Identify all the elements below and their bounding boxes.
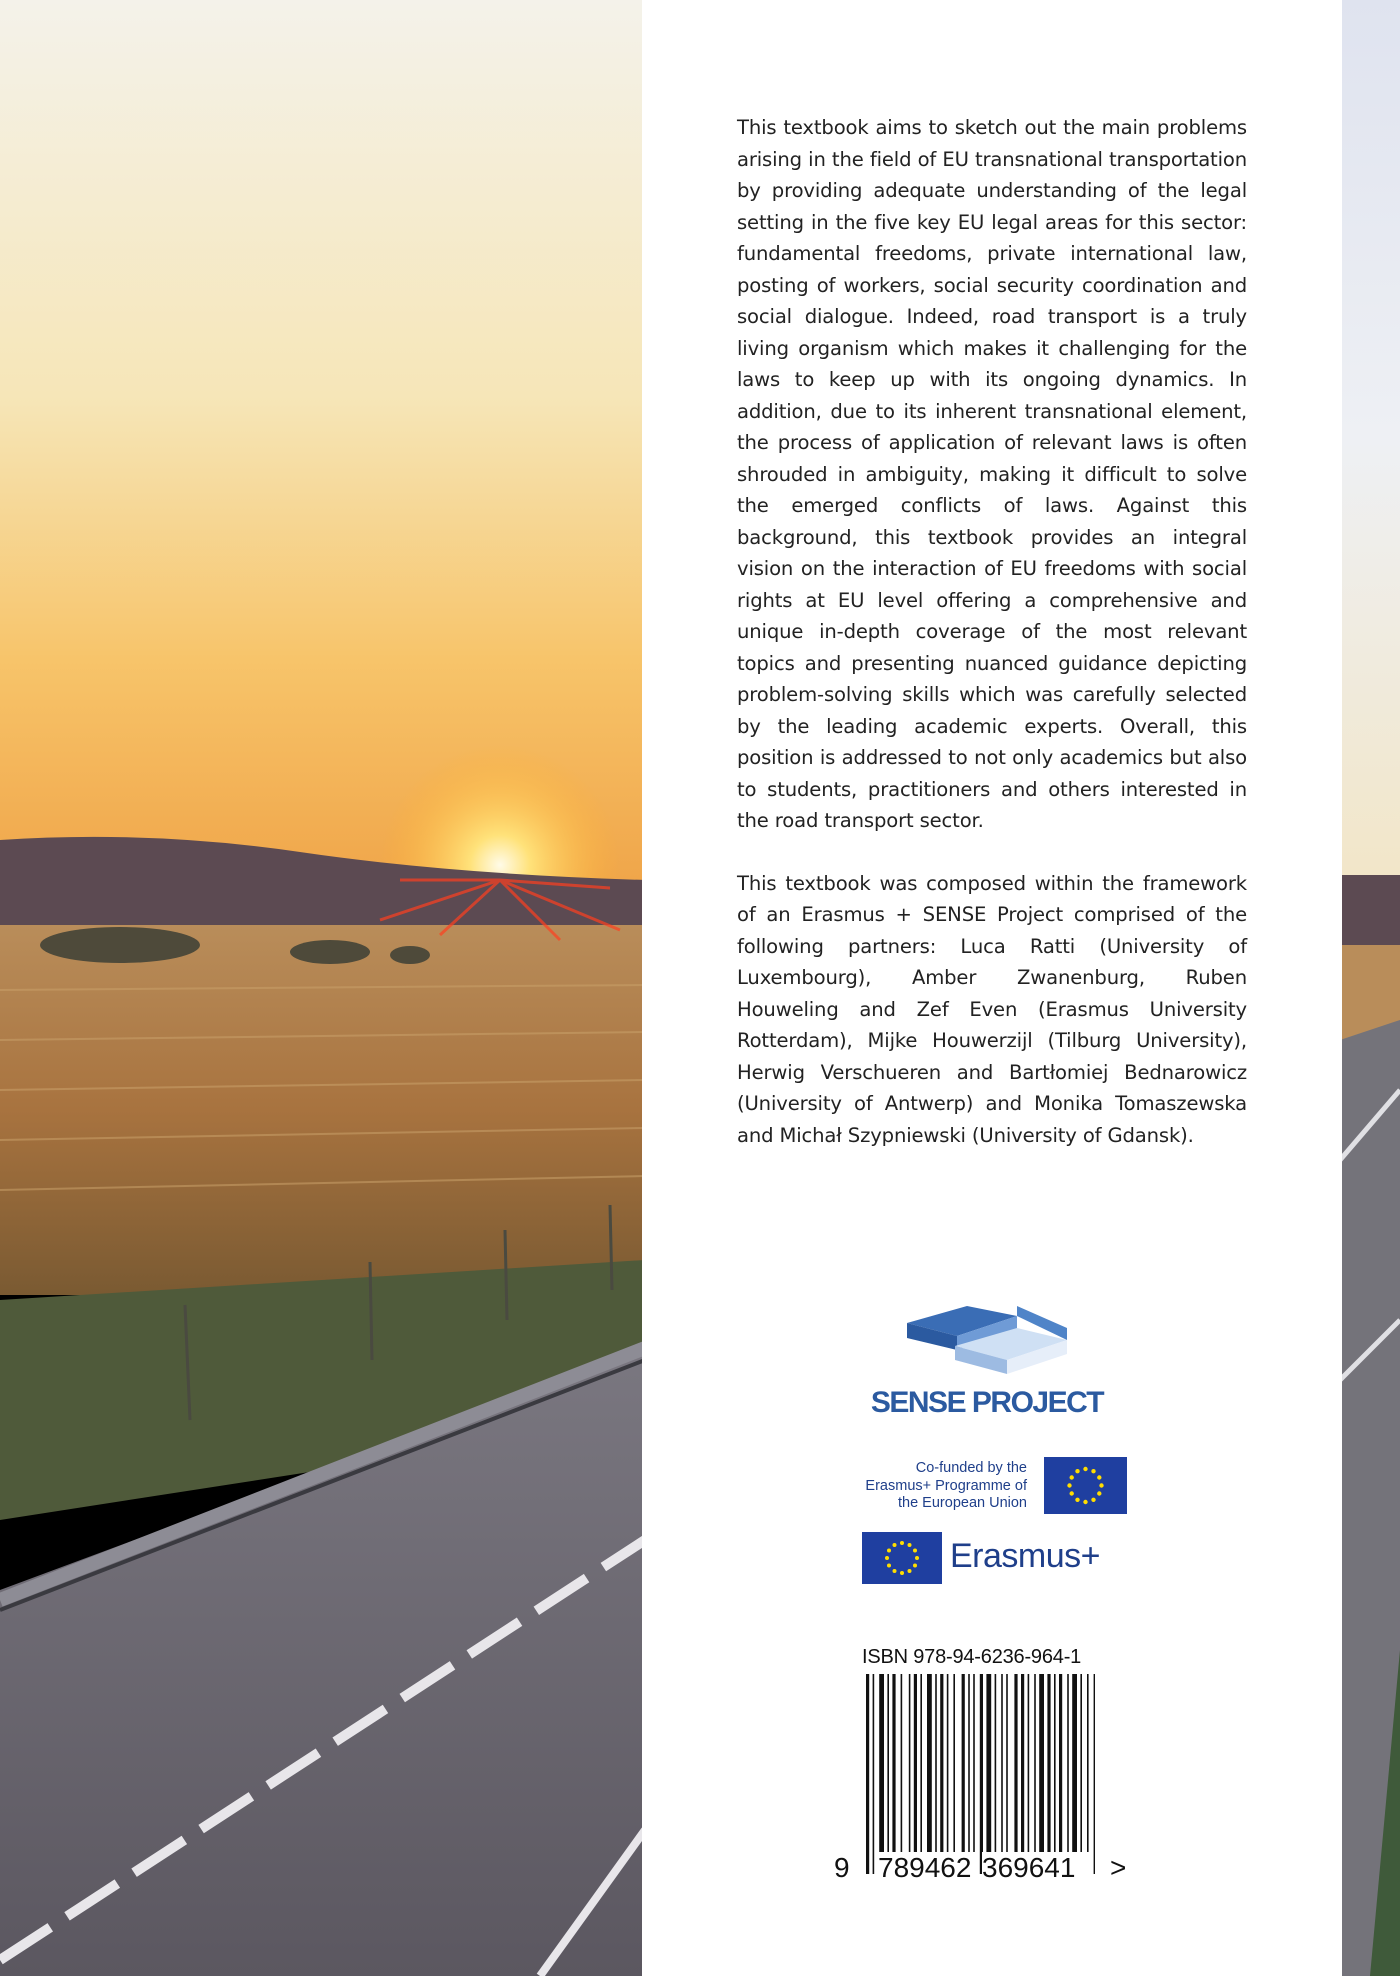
- barcode-bar: [1028, 1674, 1030, 1852]
- eu-flag-icon: [1044, 1457, 1127, 1514]
- sense-project-wordmark: SENSE PROJECT: [870, 1386, 1104, 1419]
- barcode-bar: [973, 1674, 975, 1852]
- barcode-bar: [947, 1674, 949, 1852]
- erasmus-cofunded-logo: [852, 1457, 1122, 1515]
- isbn-barcode: [860, 1674, 1095, 1874]
- barcode-bar: [962, 1674, 965, 1852]
- barcode-digit-first: 9: [834, 1852, 850, 1883]
- barcode-bar: [1039, 1674, 1044, 1852]
- barcode-bar: [1034, 1674, 1036, 1852]
- barcode-bar: [866, 1674, 869, 1874]
- barcode-bar: [1094, 1674, 1095, 1874]
- barcode-bar: [1021, 1674, 1024, 1852]
- cofunded-text: Co-funded by the Erasmus+ Programme of the European Union: [865, 1460, 1027, 1511]
- barcode-bar: [927, 1674, 932, 1852]
- sense-logo-mark-icon: [867, 1298, 1107, 1388]
- back-cover-panel: [642, 0, 1342, 1976]
- barcode-bar: [1014, 1674, 1017, 1852]
- barcode-digits-right: 369641: [982, 1852, 1076, 1883]
- blurb-paragraph: This textbook aims to sketch out the main problems arising in the field of EU transnational transportation by providing adequate understanding of the legal setting in the five key EU legal areas for this sector: fundamental freedoms, private international law, posting of workers, social security coordination and social dialogue. Indeed, road transport is a truly living organism which makes it challenging for the laws to keep up with its ongoing dynamics. In addition, due to its inherent transnational element, the process of application of relevant laws is often shrouded in ambiguity, making it difficult to solve the emerged conflicts of laws. Against this background, this textbook provides an integral vision on the interaction of EU freedoms with social rights at EU level offering a comprehensive and unique in-depth coverage of the most relevant topics and presenting nuanced guidance depicting problem-solving skills which was carefully selected by the leading academic experts. Overall, this position is addressed to not only academics but also to students, practitioners and others interested in the road transport sector.: [737, 116, 1247, 832]
- eu-flag-icon: [862, 1532, 942, 1584]
- barcode-bar: [995, 1674, 997, 1852]
- barcode-bar: [873, 1674, 875, 1874]
- barcode-bar: [914, 1674, 917, 1852]
- barcode-bar: [887, 1674, 889, 1852]
- barcode-bar: [940, 1674, 943, 1852]
- barcode-bar: [1072, 1674, 1077, 1852]
- barcode-bar: [1006, 1674, 1008, 1852]
- isbn-label: ISBN 978-94-6236-964-1: [862, 1646, 1082, 1668]
- barcode-bar: [892, 1674, 895, 1852]
- barcode-bar: [980, 1674, 983, 1874]
- erasmus-plus-logo: [862, 1532, 1132, 1584]
- barcode-bar: [1047, 1674, 1050, 1852]
- barcode-bar: [1087, 1674, 1089, 1852]
- barcode-bar: [986, 1674, 991, 1852]
- back-cover-blurb: [737, 112, 1247, 1182]
- barcode-digits-left: 789462: [878, 1852, 972, 1883]
- sense-project-logo: [867, 1298, 1107, 1423]
- barcode-bar: [935, 1674, 937, 1852]
- barcode-bar: [1059, 1674, 1062, 1852]
- barcode-bar: [1080, 1674, 1082, 1852]
- erasmus-plus-wordmark: Erasmus+: [950, 1537, 1100, 1575]
- barcode-bar: [879, 1674, 884, 1852]
- barcode-bar: [953, 1674, 955, 1852]
- barcode-bar: [909, 1674, 911, 1852]
- barcode-bar: [968, 1674, 970, 1852]
- barcode-bar: [1054, 1674, 1056, 1852]
- barcode-arrow: >: [1110, 1852, 1127, 1883]
- barcode-bar: [920, 1674, 922, 1852]
- barcode-bar: [901, 1674, 903, 1852]
- barcode-bar: [1067, 1674, 1069, 1852]
- blurb-paragraph: This textbook was composed within the framework of an Erasmus + SENSE Project comprised of the following partners: Luca Ratti (University of Luxembourg), Amber Zwanenburg, Ruben Houweling and Zef Even (Erasmus University Rotterdam), Mijke Houwerzijl (Tilburg University), Herwig Verschueren and Bartłomiej Bednarowicz (University of Antwerp) and Monika Tomaszewska and Michał Szypniewski (University of Gdansk).: [737, 871, 1247, 1147]
- barcode-bar: [1001, 1674, 1003, 1852]
